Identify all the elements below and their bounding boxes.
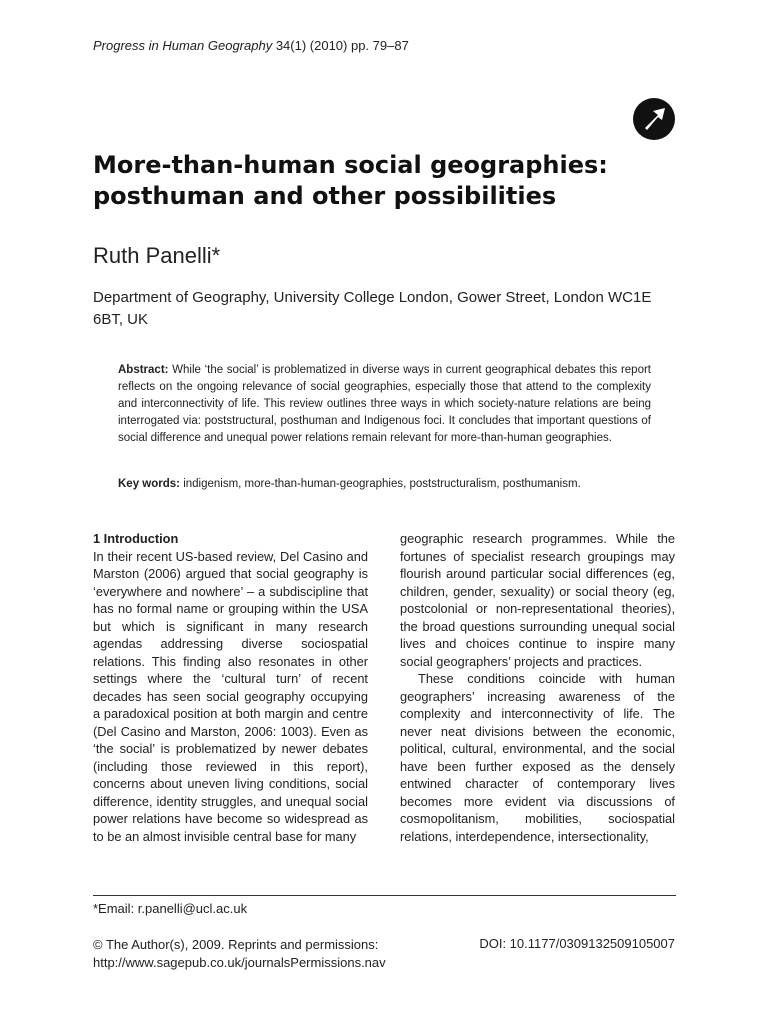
footnote-divider <box>93 895 676 896</box>
copyright-notice <box>93 936 453 972</box>
body-column-right <box>400 530 675 845</box>
journal-volume-pages: 34(1) (2010) pp. 79–87 <box>272 38 409 53</box>
keywords <box>118 476 651 493</box>
section-heading: 1 Introduction <box>93 531 179 546</box>
permissions-link[interactable]: http://www.sagepub.co.uk/journalsPermissions.nav <box>93 955 386 970</box>
body-paragraph: These conditions coincide with human geographers’ increasing awareness of the complexity and interconnectivity of life. The never neat divisions between the economic, political, cultural, environmental, and the social have been further exposed as the densely entwined character of contemporary lives becomes more evident via discussions of cosmopolitanism, mobilities, sociospatial relations, interdependence, intersectionality, <box>400 671 675 844</box>
body-column-left <box>93 530 368 845</box>
abstract-text: While ‘the social’ is problematized in diverse ways in current geographical debates this report reflects on the ongoing relevance of social geographies, especially those that attend to the complexity and interconnectivity of life. This review outlines three ways in which society-nature relations are being interrogated via: poststructural, posthuman and Indigenous foci. It concludes that important questions of social difference and unequal power relations remain relevant for more-than-human geographies. <box>118 364 651 444</box>
keywords-label: Key words: <box>118 478 180 490</box>
author-name: Ruth Panelli* <box>93 243 221 268</box>
journal-name: Progress in Human Geography <box>93 38 273 53</box>
arrow-circle-icon <box>632 97 676 141</box>
body-paragraph: In their recent US-based review, Del Casino and Marston (2006) argued that social geography is ‘everywhere and nowhere’ – a subdiscipline that has no formal name or grouping within the USA but which is significant in many research agendas addressing diverse sociospatial relations. This finding also resonates in other settings where the ‘cultural turn’ of recent decades has seen social geography occupying a paradoxical position at both margin and centre (Del Casino and Marston, 2006: 1003). Even as ‘the social’ is problematized by newer debates (including those reviewed in this report), concerns about uneven living conditions, social difference, identity struggles, and unequal social power relations have become so widespread as to be an almost invisible central base for many <box>93 548 368 844</box>
article-title: More-than-human social geographies: posthuman and other possibilities <box>93 151 608 210</box>
journal-citation <box>93 38 409 53</box>
doi: DOI: 10.1177/0309132509105007 <box>479 936 675 951</box>
keywords-text: indigenism, more-than-human-geographies, poststructuralism, posthumanism. <box>180 478 581 490</box>
copyright-line: © The Author(s), 2009. Reprints and permissions: <box>93 937 379 952</box>
abstract <box>118 362 651 447</box>
author-affiliation: Department of Geography, University College London, Gower Street, London WC1E 6BT, UK <box>93 289 652 328</box>
abstract-label: Abstract: <box>118 364 169 376</box>
author-email-footnote: *Email: r.panelli@ucl.ac.uk <box>93 901 248 916</box>
body-paragraph: geographic research programmes. While the fortunes of specialist research groupings may flourish around particular social differences (eg, children, gender, sexuality) or social theory (eg, postcolonial or non-representational theories), the broad questions surrounding unequal social lives and choices continue to inspire many social geographers’ projects and practices. <box>400 531 675 669</box>
